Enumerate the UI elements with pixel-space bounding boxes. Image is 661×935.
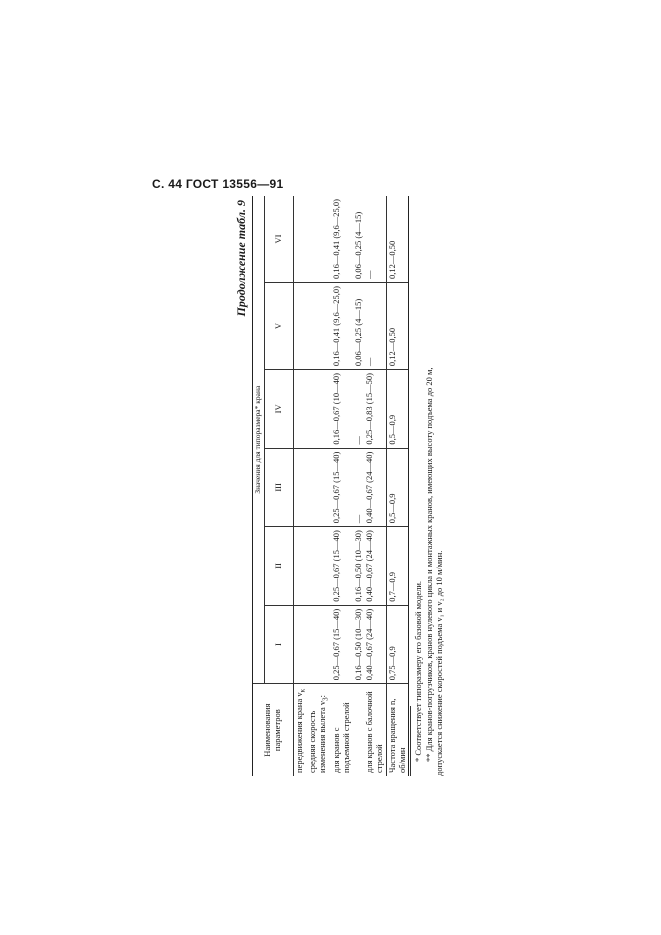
table-row (364, 196, 386, 776)
group-header: Значения для типоразмера* крана (253, 196, 265, 684)
page-header: С. 44 ГОСТ 13556—91 (152, 177, 284, 191)
row-label: передвижения крана $v_к$ (293, 688, 307, 773)
table-row (386, 196, 409, 776)
table-cell: — (353, 448, 365, 527)
table-cell: 0,25—0,67 (15—40) (331, 448, 353, 527)
rotated-table-block (234, 196, 446, 776)
table-cell: — (364, 283, 386, 370)
footnote-text: ** Для кранов-погрузчиков, кранов нулевого цикла и монтажных кранов, имеющих высоту подъема до 20 м, (423, 367, 434, 762)
row-label: средняя скорость изменения вылета $v_3$: (307, 694, 330, 773)
table-cell: 0,40—0,67 (24—40) (364, 605, 386, 684)
table-cell: 0,06—0,25 (4—15) (353, 196, 365, 283)
footnote-text: * Соответствует типоразмеру его базовой модели. (413, 580, 423, 762)
table-cell: 0,16—0,41 (9,6—25,0) (331, 196, 353, 283)
footnote-rule (410, 706, 411, 776)
table-cell: 0,5—0,9 (386, 370, 409, 449)
table-cell: 0,12—0,50 (386, 283, 409, 370)
row-label: для кранов с подъемной стрелой (331, 702, 351, 773)
col-header: I (264, 605, 293, 684)
table-cell: 0,16—0,50 (10—30) (353, 527, 365, 606)
table-row (293, 196, 307, 776)
table-continuation-label: Продолжение табл. 9 (234, 200, 248, 317)
table-cell: 0,06—0,25 (4—15) (353, 283, 365, 370)
table-cell: — (364, 196, 386, 283)
table-cell: 0,25—0,67 (15—40) (331, 527, 353, 606)
table-cell: 0,25—0,83 (15—50) (364, 370, 386, 449)
table-cell: 0,7—0,9 (386, 527, 409, 606)
table-cell: 0,5—0,9 (386, 448, 409, 527)
table-cell: 0,16—0,67 (10—40) (331, 370, 353, 449)
table-cell: 0,75—0,9 (386, 605, 409, 684)
table-row (331, 196, 353, 776)
col-header: IV (264, 370, 293, 449)
row-label: для кранов с балочной стрелой (364, 684, 386, 776)
table-cell: 0,25—0,67 (15—40) (331, 605, 353, 684)
table-cell: 0,16—0,41 (9,6—25,0) (331, 283, 353, 370)
table-cell: 0,40—0,67 (24—40) (364, 527, 386, 606)
parameters-table (252, 196, 409, 776)
col-header: II (264, 527, 293, 606)
table-cell: 0,12—0,50 (386, 196, 409, 283)
table-cell: 0,16—0,50 (10—30) (353, 605, 365, 684)
footnotes (410, 196, 445, 776)
param-header: Наименования параметров (253, 684, 294, 776)
table-row (307, 196, 331, 776)
col-header: VI (264, 196, 293, 283)
row-label: Частота вращения n, об/мин (386, 684, 409, 776)
col-header: V (264, 283, 293, 370)
table-row (353, 196, 365, 776)
col-header: III (264, 448, 293, 527)
table-cell: 0,40—0,67 (24—40) (364, 448, 386, 527)
footnote-text: допускается снижение скоростей подъема v₁ и v₂ до 10 м/мин. (434, 550, 445, 776)
table-cell: — (353, 370, 365, 449)
